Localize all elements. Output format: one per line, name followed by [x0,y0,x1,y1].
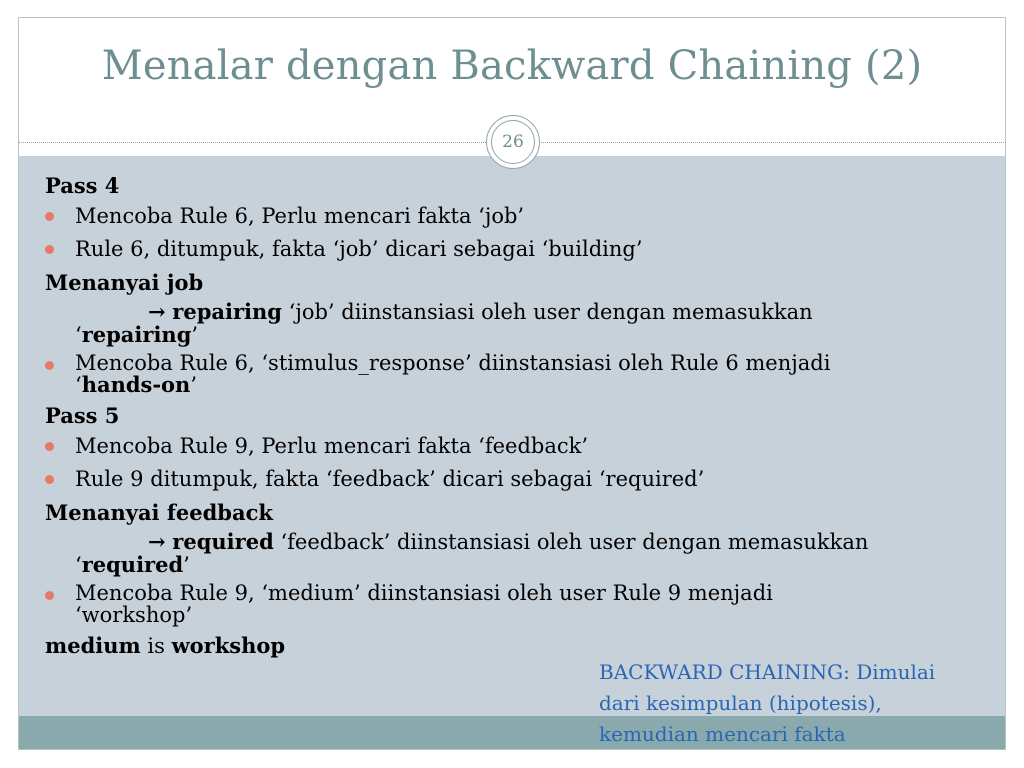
feedback-answer-text: ‘feedback’ diinstansiasi oleh user dengan memasukkan [273,530,869,554]
bullet-icon [45,591,54,600]
bullet-text: Mencoba Rule 9, Perlu mencari fakta ‘feedback’ [75,434,589,458]
bullet-icon [45,212,54,221]
bullet-icon [45,475,54,484]
list-item [45,236,985,263]
bullet-text: Rule 6, ditumpuk, fakta ‘job’ dicari sebagai ‘building’ [75,237,643,261]
bullet-text: Rule 9 ditumpuk, fakta ‘feedback’ dicari sebagai ‘required’ [75,467,705,491]
feedback-answer-bold: required [172,529,274,554]
conclusion-object: workshop [171,633,286,658]
job-answer-value-line: ‘repairing’ [75,322,199,347]
bullet-text-cont: ‘workshop’ [75,603,193,627]
arrow-icon: → [148,299,166,324]
page-number-badge [486,115,540,169]
job-answer-value: repairing [81,322,192,347]
feedback-answer-line [45,530,985,554]
list-item [45,352,985,396]
stimulus-value: hands-on [81,372,191,397]
note-line: kemudian mencari fakta [599,722,846,746]
bullet-text: Mencoba Rule 9, ‘medium’ diinstansiasi oleh user Rule 9 menjadi [75,581,773,605]
list-item [45,433,985,460]
ask-job-heading: Menanyai job [45,270,204,295]
feedback-answer-value: required [81,552,184,577]
ask-feedback-heading: Menanyai feedback [45,500,273,525]
slide-body [45,172,985,660]
list-item [45,582,985,626]
slide-title: Menalar dengan Backward Chaining (2) [101,43,923,89]
bullet-icon [45,361,54,370]
note-line: BACKWARD CHAINING: Dimulai [599,660,936,684]
pass5-heading: Pass 5 [45,403,120,428]
arrow-icon: → [148,529,166,554]
bullet-text: Mencoba Rule 6, Perlu mencari fakta ‘job’ [75,204,525,228]
list-item [45,203,985,230]
note-line: dari kesimpulan (hipotesis), [599,691,882,715]
conclusion-line [45,632,985,660]
conclusion-verb: is [140,634,172,658]
job-answer-bold: repairing [172,299,282,324]
conclusion-subject: medium [45,633,141,658]
bullet-text-cont: ‘hands-on’ [75,372,198,397]
pass4-heading: Pass 4 [45,173,120,198]
bullet-text: Mencoba Rule 6, ‘stimulus_response’ diinstansiasi oleh Rule 6 menjadi [75,351,831,375]
bullet-icon [45,245,54,254]
page-number: 26 [491,120,535,164]
feedback-answer-value-line: ‘required’ [75,552,190,577]
backward-chaining-note [599,657,999,750]
job-answer-text: ‘job’ diinstansiasi oleh user dengan memasukkan [281,300,813,324]
list-item [45,466,985,493]
bullet-icon [45,442,54,451]
job-answer-line [45,300,985,324]
